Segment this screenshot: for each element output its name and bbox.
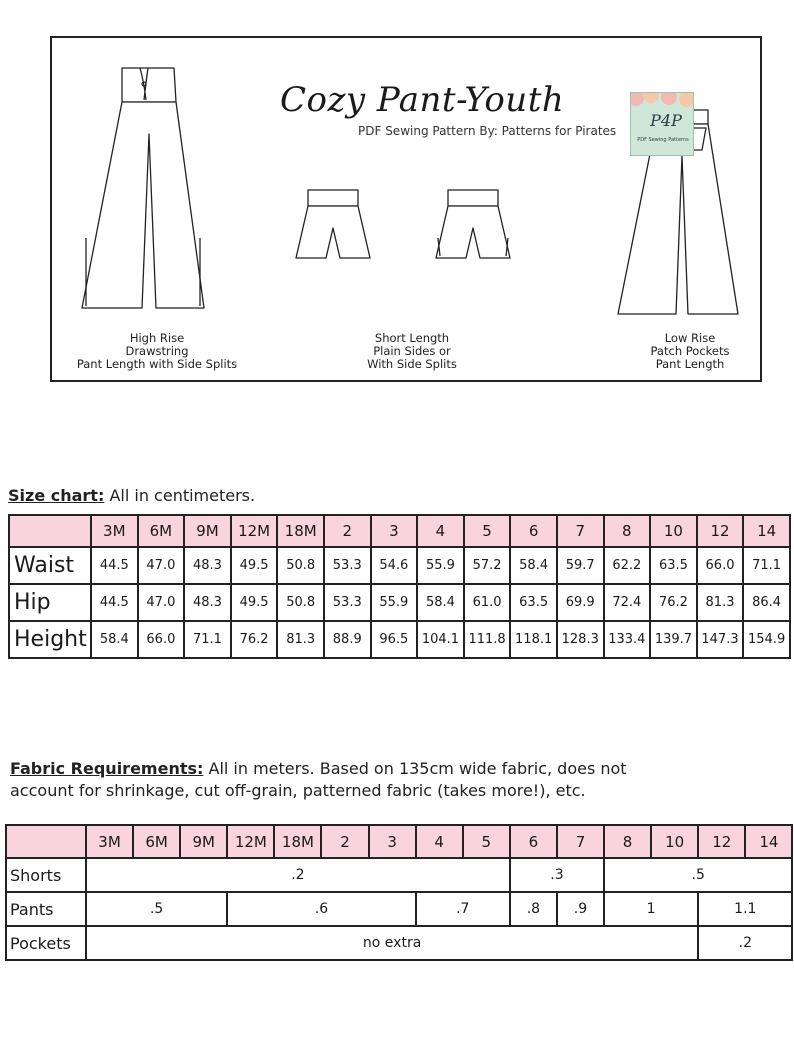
fabric-size-col-header: 18M — [274, 825, 321, 858]
size-row-label: Waist — [9, 547, 91, 584]
fabric-size-col-header: 12M — [227, 825, 274, 858]
size-value-cell: 62.2 — [604, 547, 651, 584]
fabric-size-col-header: 5 — [463, 825, 510, 858]
size-value-cell: 61.0 — [464, 584, 511, 621]
size-chart-header-row — [9, 515, 790, 547]
size-value-cell: 58.4 — [417, 584, 464, 621]
fabric-requirements-table — [5, 824, 793, 961]
fabric-size-col-header: 9M — [180, 825, 227, 858]
size-col-header: 6 — [510, 515, 557, 547]
size-value-cell: 55.9 — [371, 584, 418, 621]
size-col-header: 10 — [650, 515, 697, 547]
size-value-cell: 133.4 — [604, 621, 651, 658]
size-col-header: 14 — [743, 515, 790, 547]
fabric-note-line-1: All in meters. Based on 135cm wide fabric, does not — [208, 759, 627, 778]
size-value-cell: 111.8 — [464, 621, 511, 658]
size-value-cell: 48.3 — [184, 584, 231, 621]
size-col-header: 12M — [231, 515, 278, 547]
fabric-size-col-header: 2 — [321, 825, 368, 858]
size-value-cell: 128.3 — [557, 621, 604, 658]
logo-tagline: PDF Sewing Patterns — [637, 137, 689, 143]
size-value-cell: 81.3 — [277, 621, 324, 658]
fabric-size-col-header: 10 — [651, 825, 698, 858]
size-col-header: 4 — [417, 515, 464, 547]
fabric-value-cell: .5 — [604, 858, 792, 892]
fabric-table-corner — [6, 825, 86, 858]
size-value-cell: 54.6 — [371, 547, 418, 584]
size-value-cell: 63.5 — [650, 547, 697, 584]
view-caption-shorts: Short Length Plain Sides or With Side Splits — [367, 331, 457, 371]
logo-mark: P4P — [650, 111, 682, 130]
fabric-value-cell: no extra — [86, 926, 698, 960]
size-value-cell: 53.3 — [324, 547, 371, 584]
fabric-value-cell: .6 — [227, 892, 415, 926]
view-caption-high-rise: High Rise Drawstring Pant Length with Side Splits — [76, 331, 238, 371]
fabric-size-col-header: 6 — [510, 825, 557, 858]
size-value-cell: 44.5 — [91, 584, 138, 621]
size-value-cell: 66.0 — [138, 621, 185, 658]
size-value-cell: 49.5 — [231, 584, 278, 621]
size-value-cell: 58.4 — [91, 621, 138, 658]
size-col-header: 3M — [91, 515, 138, 547]
size-value-cell: 66.0 — [697, 547, 744, 584]
fabric-row-label: Pockets — [6, 926, 86, 960]
fabric-size-col-header: 8 — [604, 825, 651, 858]
size-row-hip — [9, 584, 790, 621]
size-value-cell: 88.9 — [324, 621, 371, 658]
size-value-cell: 96.5 — [371, 621, 418, 658]
size-value-cell: 147.3 — [697, 621, 744, 658]
size-col-header: 9M — [184, 515, 231, 547]
size-value-cell: 48.3 — [184, 547, 231, 584]
patterns-for-pirates-logo — [630, 92, 694, 156]
size-row-height — [9, 621, 790, 658]
fabric-value-cell: .5 — [86, 892, 227, 926]
fabric-size-col-header: 3M — [86, 825, 133, 858]
size-chart-heading: Size chart: All in centimeters. — [8, 486, 256, 505]
size-value-cell: 53.3 — [324, 584, 371, 621]
size-chart-table — [8, 514, 791, 659]
size-row-waist — [9, 547, 790, 584]
fabric-note-line-2: account for shrinkage, cut off-grain, patterned fabric (takes more!), etc. — [10, 781, 586, 800]
size-value-cell: 55.9 — [417, 547, 464, 584]
fabric-value-cell: .8 — [510, 892, 557, 926]
fabric-row-label: Pants — [6, 892, 86, 926]
size-value-cell: 69.9 — [557, 584, 604, 621]
shorts-split-drawing — [436, 190, 510, 258]
fabric-value-cell: 1.1 — [698, 892, 792, 926]
size-value-cell: 72.4 — [604, 584, 651, 621]
fabric-value-cell: .7 — [416, 892, 510, 926]
pattern-header-card — [50, 36, 762, 382]
fabric-heading-label: Fabric Requirements: — [10, 759, 204, 778]
fabric-size-col-header: 3 — [369, 825, 416, 858]
size-value-cell: 86.4 — [743, 584, 790, 621]
fabric-size-col-header: 7 — [557, 825, 604, 858]
pattern-title: Cozy Pant-Youth — [280, 80, 565, 120]
size-row-label: Hip — [9, 584, 91, 621]
fabric-row-shorts — [6, 858, 792, 892]
fabric-size-col-header: 12 — [698, 825, 745, 858]
fabric-value-cell: .2 — [86, 858, 510, 892]
size-col-header: 12 — [697, 515, 744, 547]
size-value-cell: 50.8 — [277, 584, 324, 621]
size-value-cell: 154.9 — [743, 621, 790, 658]
shorts-plain-drawing — [296, 190, 370, 258]
size-col-header: 3 — [371, 515, 418, 547]
fabric-value-cell: 1 — [604, 892, 698, 926]
fabric-row-pockets — [6, 926, 792, 960]
size-value-cell: 81.3 — [697, 584, 744, 621]
fabric-size-col-header: 14 — [745, 825, 792, 858]
pattern-subtitle: PDF Sewing Pattern By: Patterns for Pirates — [358, 124, 617, 138]
size-value-cell: 47.0 — [138, 547, 185, 584]
fabric-value-cell: .9 — [557, 892, 604, 926]
size-value-cell: 58.4 — [510, 547, 557, 584]
fabric-row-label: Shorts — [6, 858, 86, 892]
size-value-cell: 139.7 — [650, 621, 697, 658]
fabric-size-col-header: 6M — [133, 825, 180, 858]
size-value-cell: 63.5 — [510, 584, 557, 621]
size-col-header: 5 — [464, 515, 511, 547]
size-value-cell: 118.1 — [510, 621, 557, 658]
fabric-requirements-heading — [10, 758, 770, 802]
size-value-cell: 44.5 — [91, 547, 138, 584]
size-value-cell: 59.7 — [557, 547, 604, 584]
size-value-cell: 76.2 — [231, 621, 278, 658]
size-value-cell: 76.2 — [650, 584, 697, 621]
size-row-label: Height — [9, 621, 91, 658]
view-caption-low-rise: Low Rise Patch Pockets Pant Length — [650, 331, 730, 371]
size-value-cell: 104.1 — [417, 621, 464, 658]
size-value-cell: 71.1 — [743, 547, 790, 584]
size-value-cell: 49.5 — [231, 547, 278, 584]
size-value-cell: 47.0 — [138, 584, 185, 621]
size-value-cell: 57.2 — [464, 547, 511, 584]
size-col-header: 8 — [604, 515, 651, 547]
fabric-value-cell: .3 — [510, 858, 604, 892]
size-col-header: 18M — [277, 515, 324, 547]
high-rise-pants-drawing — [82, 68, 204, 308]
size-value-cell: 71.1 — [184, 621, 231, 658]
size-chart-corner — [9, 515, 91, 547]
fabric-size-col-header: 4 — [416, 825, 463, 858]
fabric-header-row — [6, 825, 792, 858]
size-col-header: 6M — [138, 515, 185, 547]
size-value-cell: 50.8 — [277, 547, 324, 584]
fabric-value-cell: .2 — [698, 926, 792, 960]
size-col-header: 2 — [324, 515, 371, 547]
size-col-header: 7 — [557, 515, 604, 547]
fabric-row-pants — [6, 892, 792, 926]
